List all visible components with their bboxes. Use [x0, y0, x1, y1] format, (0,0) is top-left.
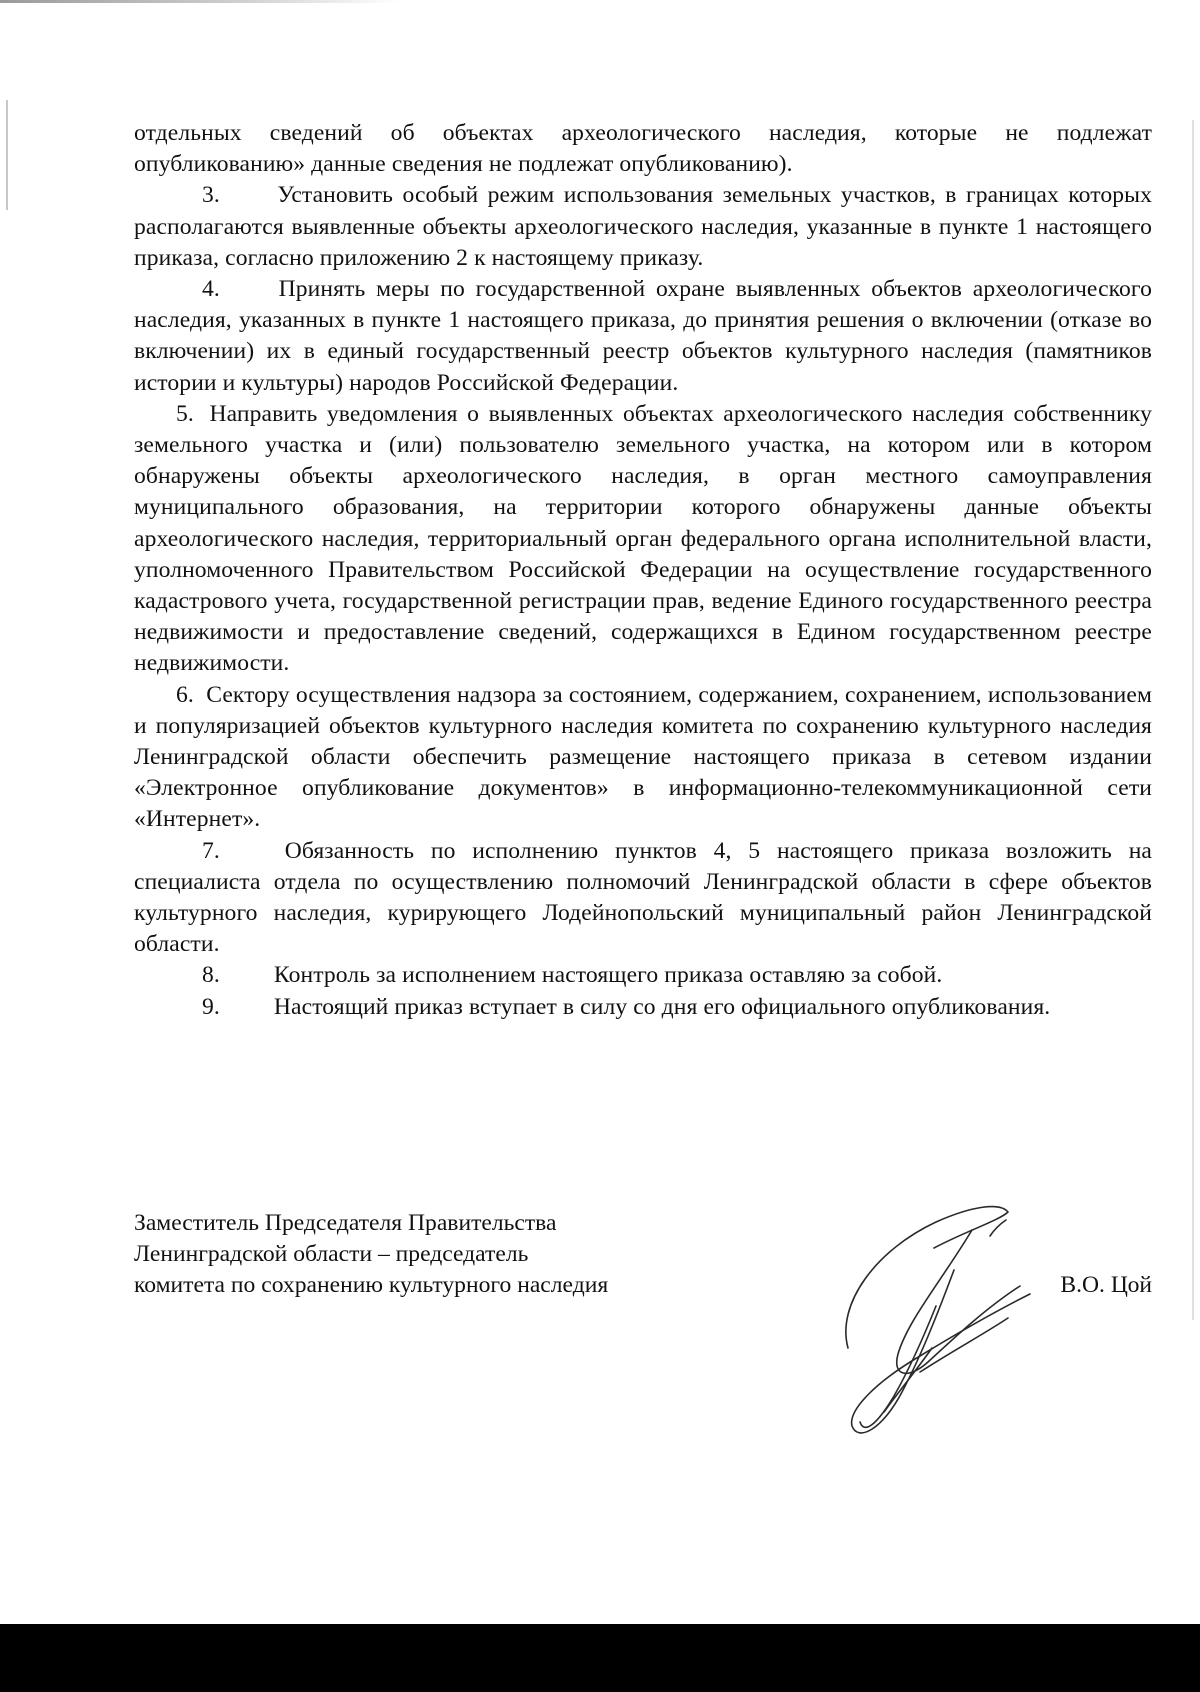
paragraph-text: Сектору осуществления надзора за состоянием, содержанием, сохранением, использованием и популяризацией объектов культурного наследия комитета по сохранению культурного наследия Ленинградской области обеспечить размещение настоящего приказа в сетевом издании «Электронное опубликование документов» в информационно-телекоммуникационной сети «Интернет». — [134, 681, 1153, 833]
scan-left-edge-mark — [6, 100, 8, 210]
signer-position — [134, 1208, 754, 1302]
signer-position-line: Ленинградской области – председатель — [134, 1241, 529, 1268]
signer-position-line: Заместитель Председателя Правительства — [134, 1210, 557, 1236]
paragraph-item-7 — [134, 836, 1152, 961]
paragraph-text: Настоящий приказ вступает в силу со дня его официального опубликования. — [273, 993, 1051, 1020]
signer-name: В.О. Цой — [1060, 1272, 1152, 1298]
paragraph-item-9 — [134, 992, 1152, 1023]
scan-top-edge-line — [0, 0, 400, 3]
paragraph-item-3 — [134, 180, 1152, 274]
paragraph-number: 8. — [202, 962, 220, 989]
scan-right-edge-mark — [1192, 120, 1194, 1320]
paragraph-text: отдельных сведений об объектах археологического наследия, которые не подлежат опубликованию» данные сведения не подлежат опубликованию). — [134, 120, 1152, 178]
signature-block — [134, 1208, 1152, 1448]
signer-position-line: комитета по сохранению культурного наследия — [134, 1272, 609, 1299]
scan-bottom-black-bar — [0, 1624, 1200, 1692]
paragraph-number: 3. — [202, 182, 220, 209]
handwritten-signature — [824, 1186, 1054, 1448]
paragraph-text: Контроль за исполнением настоящего приказа оставляю за собой. — [273, 962, 943, 989]
paragraph-text: Принять меры по государственной охране выявленных объектов археологического наследия, указанных в пункте 1 настоящего приказа, до принятия решения о включении (отказе во включении) их в единый государственный реестр объектов культурного наследия (памятников истории и культуры) народов Российской Федерации. — [134, 276, 1153, 396]
paragraph-number: 5. — [176, 400, 194, 427]
paragraph-item-8 — [134, 960, 1152, 991]
paragraph-item-4 — [134, 274, 1152, 399]
paragraph-number: 6. — [176, 681, 194, 708]
paragraph-number: 9. — [202, 993, 220, 1020]
paragraph-item-5 — [134, 399, 1152, 680]
paragraph-continuation — [134, 118, 1152, 180]
paragraph-number: 4. — [202, 276, 220, 303]
paragraph-text: Установить особый режим использования земельных участков, в границах которых располагаются выявленные объекты археологического наследия, указанные в пункте 1 настоящего приказа, согласно приложению 2 к настоящему приказу. — [134, 182, 1153, 271]
document-body — [134, 118, 1152, 1023]
paragraph-text: Обязанность по исполнению пунктов 4, 5 настоящего приказа возложить на специалиста отдела по осуществлению полномочий Ленинградской области в сфере объектов культурного наследия, курирующего Лодейнопольский муниципальный район Ленинградской области. — [134, 837, 1152, 958]
paragraph-text: Направить уведомления о выявленных объектах археологического наследия собственнику земельного участка и (или) пользователю земельного участка, на котором или в котором обнаружены объекты археологического наследия, в орган местного самоуправления муниципального образования, на территории которого обнаружены данные объекты археологического наследия, территориальный орган федерального органа исполнительной власти, уполномоченного Правительством Российской Федерации на осуществление государственного кадастрового учета, государственной регистрации прав, ведение Единого государственного реестра недвижимости и предоставление сведений, содержащихся в Едином государственном реестре недвижимости. — [134, 400, 1153, 677]
paragraph-number: 7. — [202, 837, 220, 864]
paragraph-item-6 — [134, 680, 1152, 836]
